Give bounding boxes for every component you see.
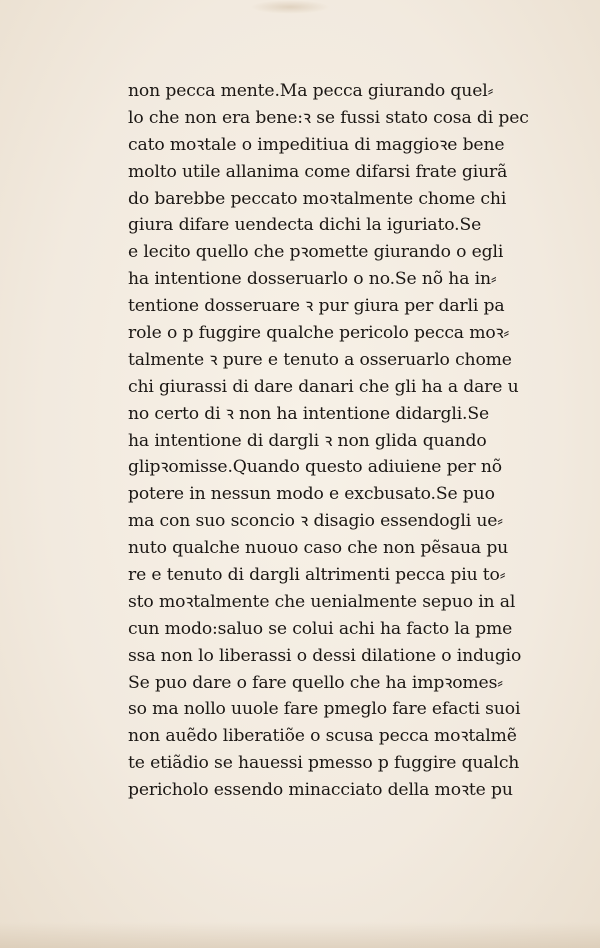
text-line: sto moꝛtalmente che uenialmente sepuo in al	[128, 591, 516, 612]
text-line: te etiãdio se hauessi pmesso p fuggire qualch	[128, 753, 520, 774]
text-line: ha intentione dosseruarlo o no.Se nõ ha in⸗	[128, 269, 497, 290]
text-line: e lecito quello che pꝛomette giurando o egli	[128, 242, 504, 263]
text-line: molto utile allanima come difarsi frate giurã	[128, 161, 508, 182]
text-line: Se puo dare o fare quello che ha impꝛomes⸗	[128, 672, 503, 693]
text-line: role o p fuggire qualche pericolo pecca moꝛ⸗	[128, 323, 510, 344]
paper-edge	[0, 922, 600, 948]
text-line: so ma nollo uuole fare pmeglo fare efacti suoi	[128, 699, 521, 720]
text-line: pericholo essendo minacciato della moꝛte pu	[128, 780, 513, 801]
text-line: ma con suo sconcio ꝛ disagio essendogli ue⸗	[128, 511, 503, 532]
text-line: cun modo:saluo se colui achi ha facto la pme	[128, 618, 513, 639]
text-line: ssa non lo liberassi o dessi dilatione o indugio	[128, 645, 522, 666]
text-block	[128, 78, 548, 804]
text-line: tentione dosseruare ꝛ pur giura per darli pa	[128, 296, 505, 317]
text-line: glipꝛomisse.Quando questo adiuiene per nõ	[128, 457, 502, 478]
text-line: no certo di ꝛ non ha intentione didargli.Se	[128, 403, 490, 424]
text-line: non auẽdo liberatiõe o scusa pecca moꝛtalmẽ	[128, 726, 517, 747]
text-line: cato moꝛtale o impeditiua di maggioꝛe bene	[128, 134, 505, 155]
paper-stain	[250, 0, 330, 14]
text-line: chi giurassi di dare danari che gli ha a dare u	[128, 376, 519, 397]
text-line: re e tenuto di dargli altrimenti pecca piu to⸗	[128, 565, 506, 586]
text-line: lo che non era bene:ꝛ se fussi stato cosa di pec	[128, 107, 529, 128]
text-line: non pecca mente.Ma pecca giurando quel⸗	[128, 81, 494, 101]
text-line: nuto qualche nuouo caso che non pẽsaua pu	[128, 538, 509, 559]
text-line: giura difare uendecta dichi la iguriato.Se	[128, 215, 482, 236]
text-line: potere in nessun modo e excbusato.Se puo	[128, 484, 495, 505]
text-line: do barebbe peccato moꝛtalmente chome chi	[128, 188, 507, 209]
text-line: talmente ꝛ pure e tenuto a osseruarlo chome	[128, 349, 512, 370]
text-line: ha intentione di dargli ꝛ non glida quando	[128, 430, 487, 451]
